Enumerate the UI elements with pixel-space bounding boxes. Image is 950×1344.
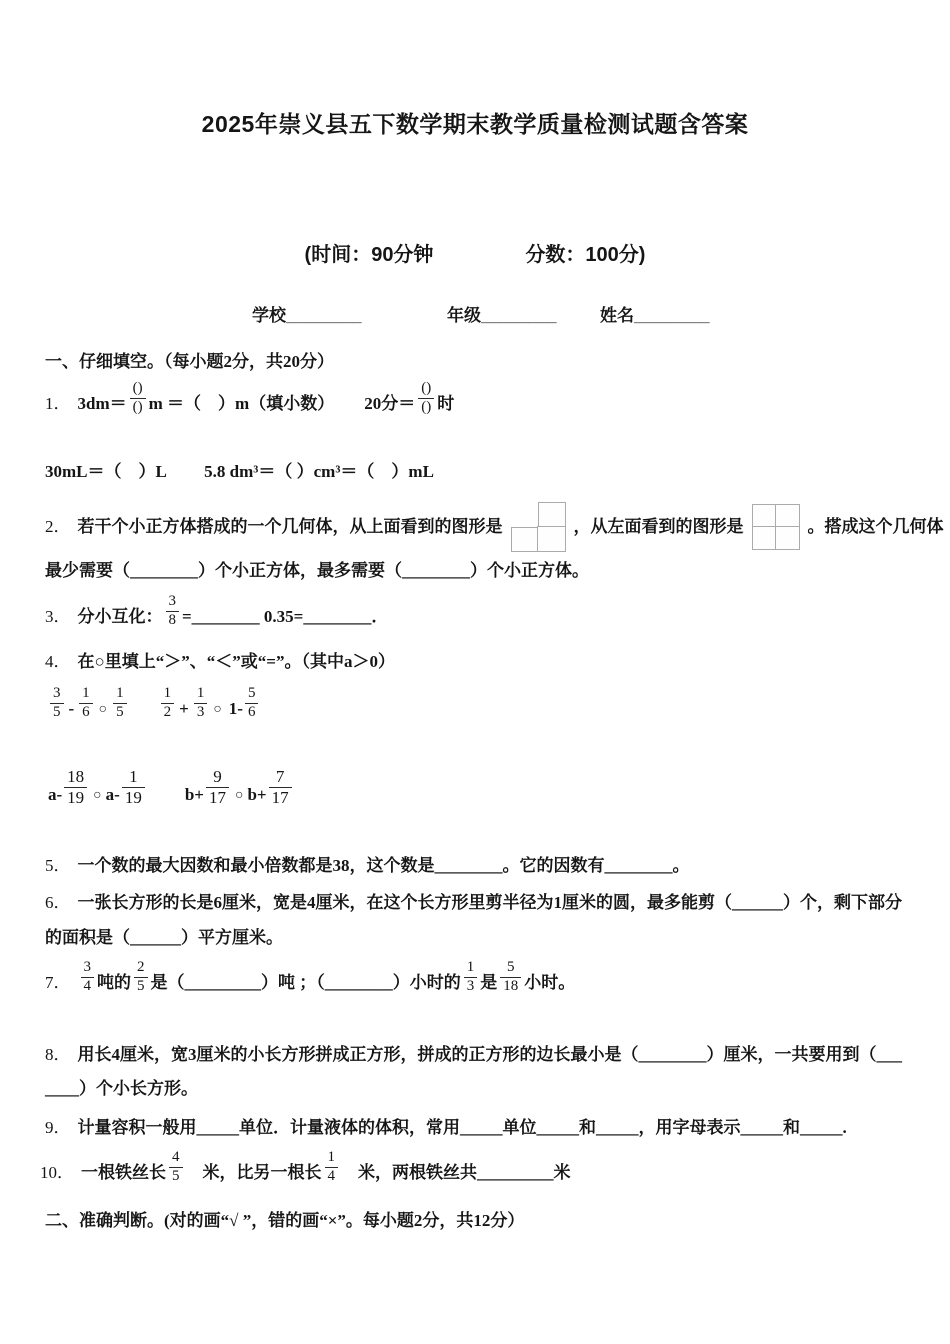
question-number: 8．: [45, 1045, 71, 1064]
fraction: $\frac{1}{3}$: [464, 960, 478, 995]
fraction: $\frac{9}{17}$: [206, 768, 229, 807]
fraction: $\frac{3}{8}$: [166, 594, 180, 629]
question-8-line-1: [45, 1040, 902, 1065]
q2-text: ，从左面看到的图形是: [573, 516, 744, 536]
question-8-line-2: ____）个小长方形。: [45, 1079, 198, 1098]
q7-text: 小时。: [524, 972, 576, 992]
question-4-heading: [45, 647, 395, 672]
cell: [752, 526, 776, 550]
q7-text: 吨的: [97, 972, 131, 992]
q4-text: 在○里填上“＞”、“＜”或“=”。（其中a＞0）: [77, 652, 395, 671]
q3-text: =________ 0.35=________．: [182, 606, 389, 626]
question-5: [45, 851, 690, 876]
question-number: 6．: [45, 893, 71, 912]
q7-text: 是: [480, 972, 498, 992]
section-1-heading: 一、仔细填空。（每小题2分，共20分）: [45, 352, 334, 371]
school-blank: 学校________: [252, 306, 362, 325]
question-number: 7．: [45, 972, 71, 992]
a-minus: a-: [48, 784, 63, 804]
question-number: 9．: [45, 1118, 71, 1137]
question-3: [45, 592, 388, 636]
question-number: 2．: [45, 516, 71, 536]
question-9: [45, 1113, 847, 1138]
fraction: $\frac{()}{()}$: [418, 381, 434, 416]
q10-text: 米，比另一根长: [185, 1162, 322, 1182]
question-7: [45, 955, 575, 1005]
question-4-row-2: [48, 768, 294, 807]
minus-operator: -: [68, 698, 75, 718]
q5-text: 一个数的最大因数和最小倍数都是38，这个数是________。它的因数有________。: [77, 856, 690, 875]
score-label: 分数：100分): [525, 244, 646, 266]
q6-text: 一张长方形的长是6厘米，宽是4厘米，在这个长方形里剪半径为1厘米的圆，最多能剪（______）个，剩下部分: [77, 893, 902, 912]
question-2-line-2: 最少需要（________）个小正方体，最多需要（________）个小正方体。: [45, 561, 589, 580]
fraction: $\frac{5}{18}$: [500, 960, 521, 995]
fraction: $\frac{1}{5}$: [113, 686, 127, 721]
q2-text: 若干个小正方体搭成的一个几何体，从上面看到的图形是: [77, 516, 503, 536]
fraction: $\frac{1}{2}$: [161, 686, 175, 721]
fraction: $\frac{5}{6}$: [245, 686, 259, 721]
question-4-row-1: [48, 686, 260, 721]
b-plus: b+: [184, 784, 204, 804]
time-label: (时间：90分钟: [304, 244, 434, 266]
compare-circle: ○: [98, 701, 108, 717]
q1-text: 20分＝: [364, 393, 416, 413]
fraction: $\frac{1}{4}$: [325, 1150, 339, 1185]
question-number: 10．: [40, 1162, 74, 1182]
q1-text: m ＝（ ）m（填小数）: [148, 393, 335, 413]
grade-blank: 年级________: [447, 306, 557, 325]
cell: [537, 526, 566, 552]
plus-operator: +: [179, 698, 189, 718]
cell: [752, 504, 776, 527]
question-number: 5．: [45, 856, 71, 875]
fraction: $\frac{1}{3}$: [194, 686, 208, 721]
q3-text: 分小互化：: [77, 606, 163, 626]
question-number: 3．: [45, 606, 71, 626]
page-title: 2025年崇义县五下数学期末教学质量检测试题含答案: [201, 111, 749, 137]
b-plus: b+: [247, 784, 267, 804]
question-6-line-1: [45, 888, 902, 913]
fraction: $\frac{18}{19}$: [64, 768, 87, 807]
q9-text: 计量容积一般用_____单位．计量液体的体积，常用_____单位_____和_____，用字母表示_____和_____.: [77, 1118, 847, 1137]
q1-text: 3dm＝: [77, 393, 127, 413]
section-2-heading: 二、准确判断。(对的画“√ ”，错的画“×”。每小题2分，共12分）: [45, 1211, 525, 1230]
fraction: $\frac{3}{4}$: [81, 960, 95, 995]
top-view-shape-icon: [511, 502, 566, 552]
q2-text: 。搭成这个几何体: [807, 516, 944, 536]
question-number: 1．: [45, 393, 71, 413]
cell: [538, 502, 566, 527]
fraction: $\frac{1}{19}$: [122, 768, 145, 807]
fraction: $\frac{3}{5}$: [50, 686, 64, 721]
question-10: [40, 1145, 571, 1195]
time-score-line: [0, 238, 950, 267]
cell: [775, 504, 800, 527]
cell: [775, 526, 800, 550]
fraction: $\frac{7}{17}$: [269, 768, 292, 807]
question-1-line-2: 30mL＝（ ）L 5.8 dm³＝（ ）cm³＝（ ）mL: [45, 462, 434, 481]
question-2-line-1: [45, 496, 944, 552]
compare-circle: ○: [93, 787, 102, 803]
cell: [511, 527, 538, 552]
left-view-shape-icon: [752, 504, 800, 550]
compare-circle: ○: [213, 701, 222, 717]
fraction: $\frac{2}{5}$: [134, 960, 148, 995]
a-minus: a-: [105, 784, 120, 804]
fraction: $\frac{()}{()}$: [130, 381, 146, 416]
q10-text: 米，两根铁丝共_________米: [341, 1162, 571, 1182]
q1-text: 时: [437, 393, 455, 413]
question-number: 4．: [45, 652, 71, 671]
q10-text: 一根铁丝长: [81, 1162, 166, 1182]
q7-text: 是（_________）吨 ；（________）小时的: [150, 972, 461, 992]
fraction: $\frac{1}{6}$: [79, 686, 93, 721]
fraction: $\frac{4}{5}$: [169, 1150, 183, 1185]
compare-circle: ○: [234, 787, 244, 803]
one-minus: 1-: [228, 698, 243, 718]
q8-text: 用长4厘米，宽3厘米的小长方形拼成正方形，拼成的正方形的边长最小是（________）厘米，一共要用到（___: [77, 1045, 902, 1064]
question-6-line-2: 的面积是（______）平方厘米。: [45, 928, 283, 947]
name-blank: 姓名________: [600, 306, 710, 325]
question-1-line-1: [45, 374, 454, 428]
